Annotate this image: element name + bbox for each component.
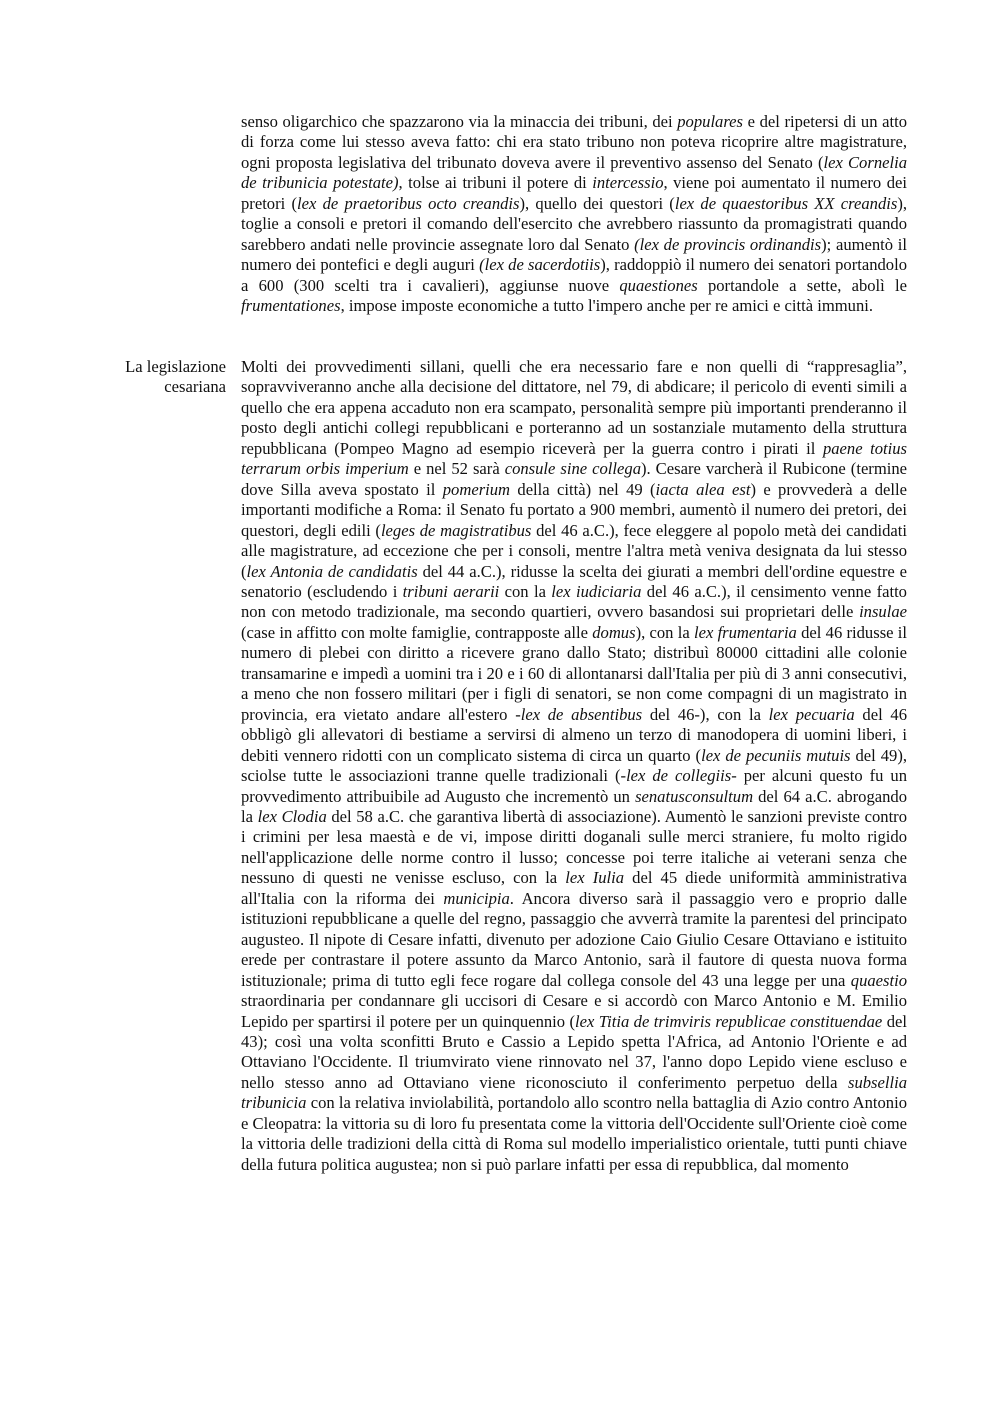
text-run: e del ripetersi di un atto di forza come lui stesso aveva fatto: chi era stato tribuno non poteva ricoprire altre magistrature, ogni proposta legislativa del tribunato doveva avere il preventivo assenso del Senato ( xyxy=(241,112,908,172)
text-run: del 64 a.C. abrogando la xyxy=(241,786,907,826)
text-run: del 46 a.C.), il censimento venne fatto non con metodo tradizionale, ma secondo quartieri, ovvero basandosi sui proprietari delle xyxy=(241,581,907,622)
text-run: Molti dei provvedimenti sillani, quelli che era necessario fare e non quelli di “rappresaglia”, sopravviveranno anche alla decisione del dittatore, nel 79, di abdicare; il pericolo di eventi simili a quello che era appena accaduto non era scampato, personalità sempre più importanti prenderanno il posto degli antichi collegi repubblicani e porteranno ad un sostanziale mutamento della struttura repubblicana (Pompeo Magno ad esempio riceverà per la guerra contro i pirati il xyxy=(241,357,907,458)
margin-note-line: cesariana xyxy=(164,377,226,397)
text-run: ). Cesare varcherà il Rubicone (termine dove Silla aveva spostato il xyxy=(241,459,908,499)
italic-text: lex Iulia xyxy=(565,868,625,888)
text-run: con la relativa inviolabilità, portandolo allo scontro nella battaglia di Azio contro Antonio e Cleopatra: la vittoria su di loro fu presentata come la vittoria dell'Occidente sull'Oriente cioè come la vittoria delle tradizioni della città di Roma sul modello imperialistico orientale, tutti punti chiave della futura politica augustea; non si può parlare infatti per essa di repubblica, dal momento xyxy=(241,1093,907,1174)
text-run: straordinaria per condannare gli uccisori di Cesare e si accordò con Marco Antonio e M. Emilio Lepido per spartirsi il potere per un quinquennio ( xyxy=(241,991,907,1031)
italic-text: insulae xyxy=(859,602,907,622)
italic-text: lex Antonia de candidatis xyxy=(246,561,418,581)
text-run: senso oligarchico che spazzarono via la minaccia dei tribuni, dei xyxy=(241,112,678,131)
text-run: ), toglie a consoli e pretori il comando dell'esercito che avrebbero riassunto da promagistrati quando sarebbero andati nelle provincie assegnate loro dal Senato xyxy=(241,193,907,254)
margin-note xyxy=(95,357,226,398)
text-run: e nel 52 sarà xyxy=(408,459,505,479)
italic-text: (lex de provincis ordinandis xyxy=(634,234,822,254)
italic-text: lex de praetoribus octo creandis xyxy=(297,193,520,213)
italic-text: frumentationes xyxy=(241,296,341,316)
text-run: del 49), sciolse tutte le associazioni tranne quelle tradizionali (- xyxy=(241,745,907,786)
paragraph xyxy=(241,357,907,1175)
text-run: ) e provvederà a delle importanti modifiche a Roma: il Senato fu portato a 900 membri, aumentò il numero dei pretori, dei questori, degli edili ( xyxy=(241,479,907,540)
italic-text: lex Cornelia de tribunicia potestate) xyxy=(241,152,907,193)
text-run: , impose imposte economiche a tutto l'impero anche per re amici e città immuni. xyxy=(340,296,874,316)
text-run: portandole a sette, abolì le xyxy=(697,275,907,295)
italic-text: lex Clodia xyxy=(257,806,327,826)
text-run: ); aumentò il numero dei pontefici e degli auguri xyxy=(241,234,907,275)
text-run: ), raddoppiò il numero dei senatori portandolo a 600 (300 scelti tra i cavalieri), aggiunse nuove xyxy=(241,255,907,295)
text-run: del 44 a.C.), ridusse la scelta dei giurati a membri dell'ordine equestre e senatorio (escludendo i xyxy=(241,561,907,601)
text-run: ), quello dei questori ( xyxy=(519,193,675,213)
italic-text: intercessio xyxy=(592,173,664,193)
italic-text: leges de magistratibus xyxy=(380,520,532,540)
italic-text: lex frumentaria xyxy=(693,622,797,642)
italic-text: paene totius terrarum orbis imperium xyxy=(241,438,907,479)
italic-text: lex Titia de trimviris republicae constituendae xyxy=(575,1011,883,1031)
italic-text: lex iudiciaria xyxy=(551,581,642,601)
italic-text: senatusconsultum xyxy=(635,786,754,806)
italic-text: -lex de absentibus xyxy=(515,704,643,724)
italic-text: pomerium xyxy=(442,479,511,499)
text-run: del 45 diede uniformità amministrativa all'Italia con la riforma dei xyxy=(241,868,907,908)
text-run: del 46-), con la xyxy=(642,704,769,724)
italic-text: lex de pecuniis mutuis xyxy=(701,745,851,765)
text-run: per alcuni questo fu un provvedimento attribuibile ad Augusto che incrementò un xyxy=(241,766,907,806)
text-run: del 46 obbligò gli allevatori di bestiame a servirsi di almeno un terzo di manodopera di uomini liberi, i debiti vennero ridotti con un complicato sistema di circa un quarto ( xyxy=(241,704,908,765)
text-run: del 58 a.C. che garantiva libertà di associazione). Aumentò le sanzioni previste contro i crimini per lesa maestà e de vi, impose diritti doganali sulle merci straniere, fu molto rigido nell'applicazione delle norme contro il lusso; concesse poi terre italiche ai veterani senza che nessuno di questi ne venisse escluso, con la xyxy=(241,806,908,888)
text-run: (case in affitto con molte famiglie, contrapposte alle xyxy=(241,622,593,642)
text-run: della città) nel 49 ( xyxy=(510,479,656,499)
italic-text: domus xyxy=(592,622,636,642)
italic-text: municipia xyxy=(443,888,510,908)
italic-text: lex de quaestoribus XX creandis xyxy=(674,193,898,213)
text-run: del 46 a.C.), fece eleggere al popolo metà dei candidati alle magistrature, ad eccezione che per i consoli, mentre l'altra metà veniva designata da lui stesso ( xyxy=(241,520,907,581)
italic-text: tribuni aerarii xyxy=(402,581,500,601)
text-run: . Ancora diverso sarà il passaggio vero e proprio dalle istituzioni repubblicane a quelle del regno, passaggio che avverrà tramite la parentesi del principato augusteo. Il nipote di Cesare infatti, divenuto per adozione Caio Giulio Cesare Ottaviano e istituito erede per contrastare il potere assunto da Marco Antonio, sarà il fautore di questa nuova forma istituzionale; prima di tutto egli fece rogare dal collega console del 43 una legge per una xyxy=(241,888,908,990)
italic-text: iacta alea est xyxy=(655,479,751,499)
paragraph xyxy=(241,112,907,317)
italic-text: populares xyxy=(677,112,744,131)
italic-text: lex pecuaria xyxy=(768,704,855,724)
italic-text: consule sine collega xyxy=(504,459,641,479)
margin-note-line: La legislazione xyxy=(125,357,226,376)
italic-text: subsellia tribunicia xyxy=(241,1072,907,1113)
text-run: del 43); così una volta sconfitti Bruto e Cassio a Lepido spetta l'Africa, ad Antonio l'Oriente e ad Ottaviano l'Occidente. Il triumvirato viene rinnovato nel 37, l'anno dopo Lepido viene escluso e nello stesso anno ad Ottaviano viene riconosciuto il conferimento perpetuo della xyxy=(241,1011,907,1092)
italic-text: lex de collegiis- xyxy=(626,766,737,786)
text-run: con la xyxy=(499,581,552,601)
text-run: del 46 ridusse il numero di plebei con diritto a ricevere grano dallo Stato; distribuì 80000 cittadini alle colonie transamarine e impedì a uomini tra i 20 e i 60 di allontanarsi dall'Italia per più di 3 anni consecutivi, a meno che non fossero militari (per i figli di senatori, se non come compagni di un magistrato in provincia, era vietato andare all'estero xyxy=(241,622,907,724)
text-run: , viene poi aumentato il numero dei pretori ( xyxy=(241,173,907,213)
italic-text: quaestiones xyxy=(619,275,698,295)
text-run: ), con la xyxy=(635,622,694,642)
text-run: , tolse ai tribuni il potere di xyxy=(398,173,593,193)
italic-text: (lex de sacerdotiis xyxy=(479,255,601,275)
italic-text: quaestio xyxy=(850,970,907,990)
